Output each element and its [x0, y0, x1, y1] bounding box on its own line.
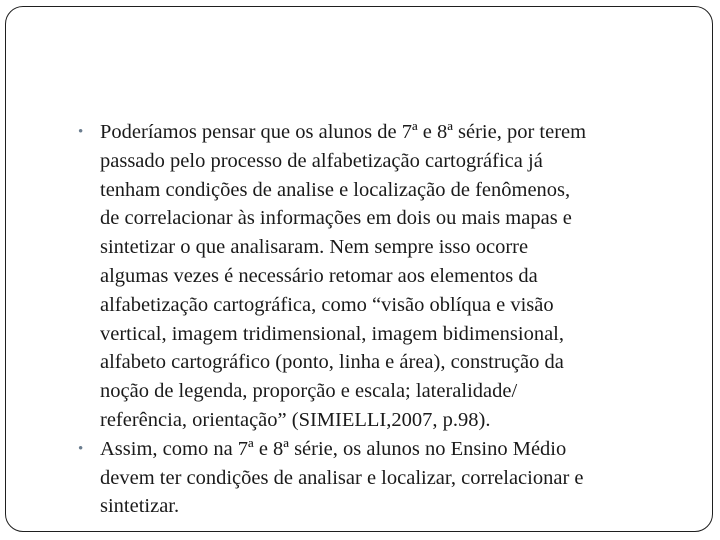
bullet-line: alfabetização cartográfica, como “visão oblíqua e visão — [100, 293, 554, 316]
bullet-line: Poderíamos pensar que os alunos de 7ª e 8ª série, por terem — [100, 121, 587, 143]
bullet-marker: • — [78, 124, 84, 140]
slide-content — [78, 118, 678, 521]
bullet-line: alfabeto cartográfico (ponto, linha e área), construção da — [100, 351, 564, 374]
bullet-line: algumas vezes é necessário retomar aos elementos da — [100, 264, 538, 287]
bullet-line: devem ter condições de analisar e localizar, correlacionar e — [100, 466, 584, 489]
bullet-line: tenham condições de analise e localização de fenômenos, — [100, 178, 571, 201]
bullet-line: sintetizar o que analisaram. Nem sempre isso ocorre — [100, 236, 529, 259]
bullet-line: vertical, imagem tridimensional, imagem bidimensional, — [100, 322, 564, 345]
bullet-line: Assim, como na 7ª e 8ª série, os alunos no Ensino Médio — [100, 437, 567, 460]
bullet-line: de correlacionar às informações em dois ou mais mapas e — [100, 207, 572, 230]
bullet-marker: • — [78, 440, 84, 457]
bullet-line: sintetizar. — [100, 495, 180, 518]
bullet-line: passado pelo processo de alfabetização cartográfica já — [100, 149, 543, 172]
bullet-item-2 — [78, 435, 678, 521]
bullet-line: referência, orientação” (SIMIELLI,2007, p.98). — [100, 408, 491, 431]
bullet-item-1 — [78, 118, 678, 435]
bullet-line: noção de legenda, proporção e escala; lateralidade/ — [100, 380, 518, 403]
